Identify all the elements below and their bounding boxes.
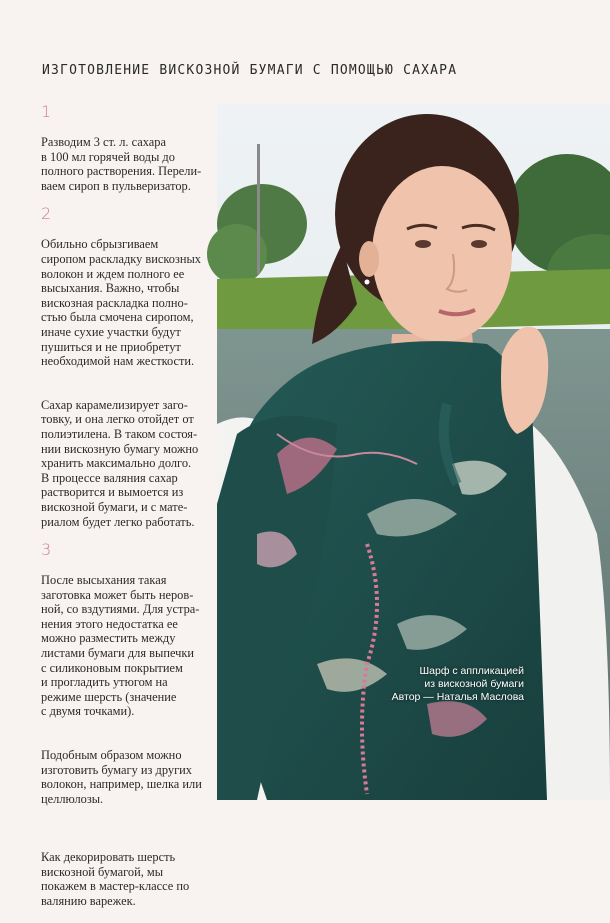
caption-line: Шарф с аппликацией [419,665,524,677]
photo-caption [392,665,524,704]
step-3 [41,539,206,719]
step-number: 1 [41,102,52,121]
step-text: Обильно сбрызгиваем сиропом раскладку вискозных волокон и ждем полного ее высыхания. Важно, чтобы вискозная раскладка полно- стью была смочена сиропом, иначе сухие участки будут пушиться и не приобретут необходимой нам жесткости. [41,237,202,369]
step-2 [41,204,206,369]
step-text: После высыхания такая заготовка может быть неров- ной, со вздутиями. Для устра- нения этого недостатка ее можно разместить между листами бумаги для выпечки с силиконовым покрытием и прогладить утюгом на режиме шерсть (значение с двумя точками). [41,573,200,719]
scarf-photo [217,104,610,800]
page-title: ИЗГОТОВЛЕНИЕ ВИСКОЗНОЙ БУМАГИ С ПОМОЩЬЮ САХАРА [42,63,458,78]
step-text: Разводим 3 ст. л. сахара в 100 мл горячей воды до полного растворения. Перели- ваем сироп в пульверизатор. [41,135,202,193]
step-number: 3 [41,539,52,559]
step-1 [41,102,206,194]
caption-author: Автор — Наталья Маслова [391,691,524,703]
paragraph-text: Сахар карамелизирует заго- товку, и она легко отойдет от полиэтилена. В таком состоя- нии вискозную бумагу можно хранить максимально долго. В процессе валяния сахар растворится и вымоется из вискозной бумаги, и с мате- риалом будет легко работать. [41,397,199,529]
paragraph-text: Как декорировать шерсть вискозной бумагой, мы покажем в мастер-классе по валянию варежек. [41,850,190,909]
paragraph-text: Подобным образом можно изготовить бумагу из других волокон, например, шелка или целлюлозы. [41,748,202,806]
paragraph-caramelize [41,383,206,529]
step-number: 2 [41,204,52,224]
paragraph-masterclass-note [41,821,206,909]
paragraph-other-fibers [41,734,206,807]
caption-line: из вискозной бумаги [424,678,524,690]
instructions-column [41,102,206,923]
